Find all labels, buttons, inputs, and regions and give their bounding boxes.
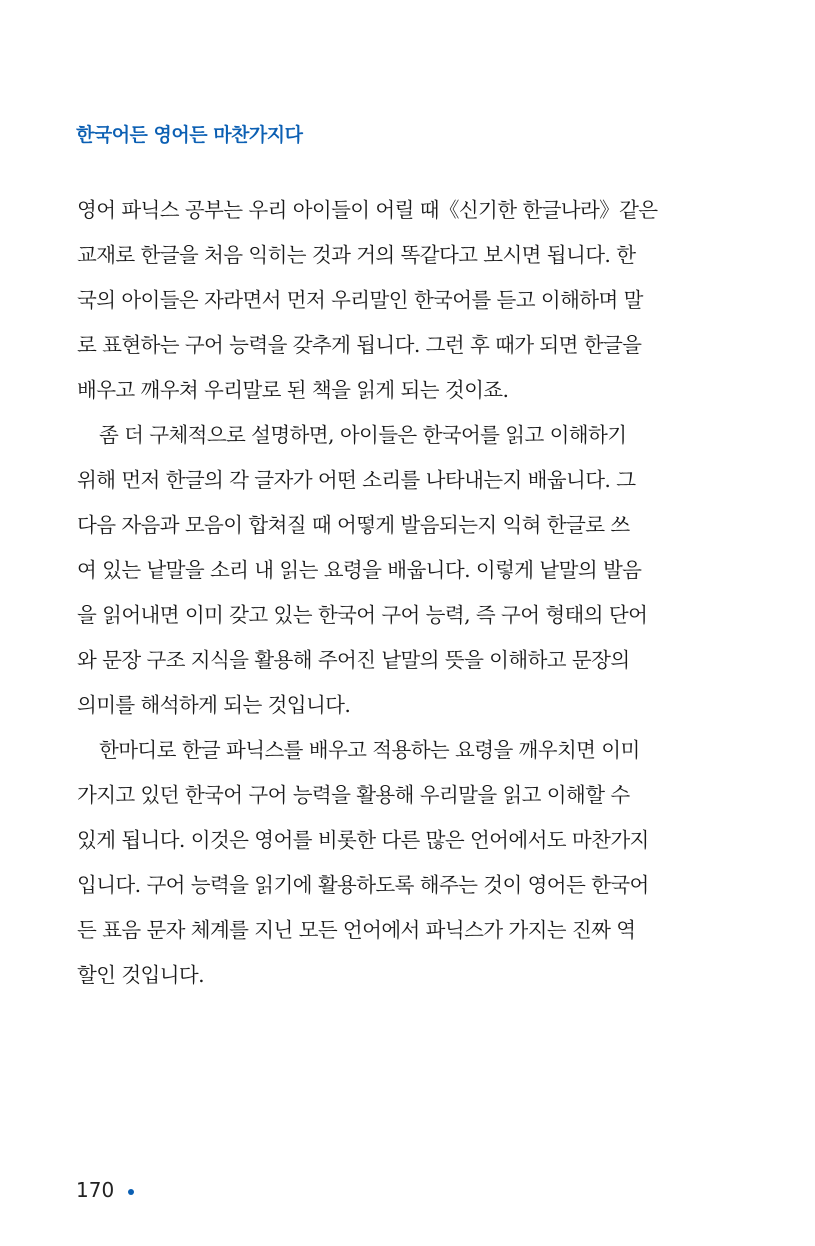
text-line: 을 읽어내면 이미 갖고 있는 한국어 구어 능력, 즉 구어 형태의 단어: [77, 603, 648, 627]
text-line: 교재로 한글을 처음 익히는 것과 거의 똑같다고 보시면 됩니다. 한: [77, 243, 636, 267]
paragraph-2: [77, 413, 683, 728]
text-line: 국의 아이들은 자라면서 먼저 우리말인 한국어를 듣고 이해하며 말: [77, 288, 643, 312]
bullet-dot-icon: [128, 1189, 134, 1195]
text-line: 좀 더 구체적으로 설명하면, 아이들은 한국어를 읽고 이해하기: [99, 423, 627, 447]
section-title: 한국어든 영어든 마찬가지다: [76, 123, 303, 146]
page-number: 170: [76, 1178, 115, 1202]
paragraph-3: [77, 728, 683, 998]
text-line: 위해 먼저 한글의 각 글자가 어떤 소리를 나타내는지 배웁니다. 그: [77, 468, 636, 492]
text-line: 든 표음 문자 체계를 지닌 모든 언어에서 파닉스가 가지는 진짜 역: [77, 918, 636, 942]
text-line: 와 문장 구조 지식을 활용해 주어진 낱말의 뜻을 이해하고 문장의: [77, 648, 630, 672]
body-text: [77, 188, 683, 998]
text-line: 할인 것입니다.: [77, 963, 205, 987]
text-line: 로 표현하는 구어 능력을 갖추게 됩니다. 그런 후 때가 되면 한글을: [77, 333, 642, 357]
text-line: 여 있는 낱말을 소리 내 읽는 요령을 배웁니다. 이렇게 낱말의 발음: [77, 558, 642, 582]
text-line: 영어 파닉스 공부는 우리 아이들이 어릴 때《신기한 한글나라》같은: [77, 198, 658, 222]
text-line: 한마디로 한글 파닉스를 배우고 적용하는 요령을 깨우치면 이미: [99, 738, 640, 762]
text-line: 다음 자음과 모음이 합쳐질 때 어떻게 발음되는지 익혀 한글로 쓰: [77, 513, 630, 537]
paragraph-1: [77, 188, 683, 413]
text-line: 입니다. 구어 능력을 읽기에 활용하도록 해주는 것이 영어든 한국어: [77, 873, 649, 897]
page-footer: [76, 1178, 134, 1202]
text-line: 의미를 해석하게 되는 것입니다.: [77, 693, 351, 717]
text-line: 가지고 있던 한국어 구어 능력을 활용해 우리말을 읽고 이해할 수: [77, 783, 630, 807]
text-line: 배우고 깨우쳐 우리말로 된 책을 읽게 되는 것이죠.: [77, 378, 509, 402]
text-line: 있게 됩니다. 이것은 영어를 비롯한 다른 많은 언어에서도 마찬가지: [77, 828, 649, 852]
